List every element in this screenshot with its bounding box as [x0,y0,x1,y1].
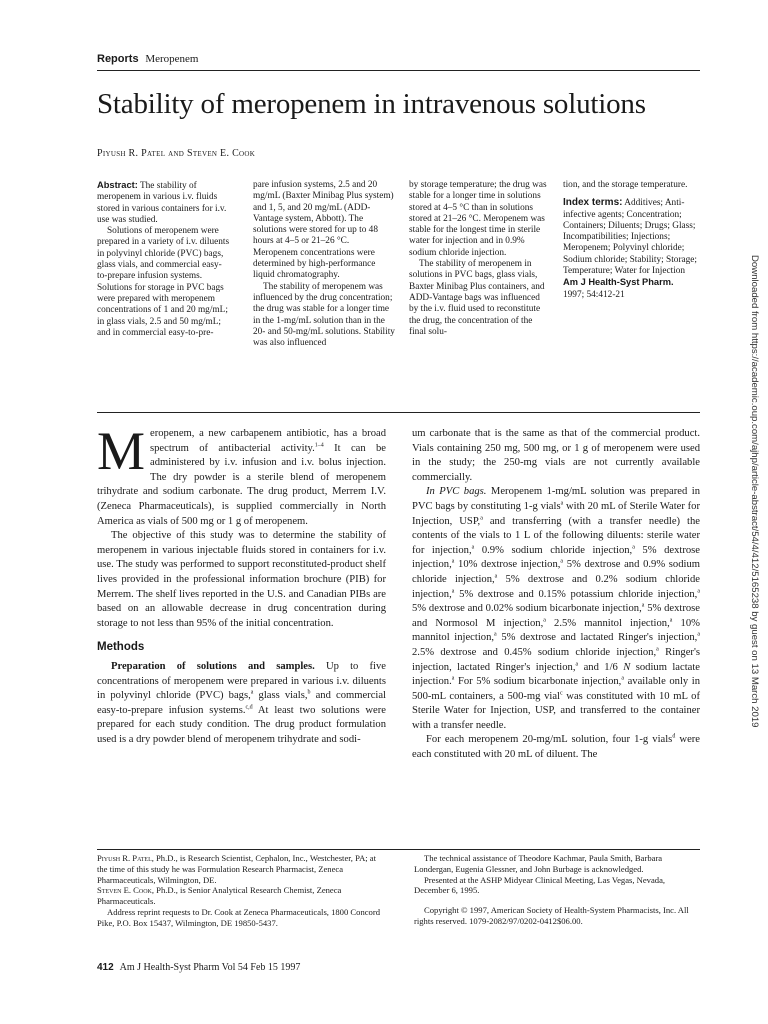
journal-citation: 1997; 54:412-21 [563,289,625,300]
body-right-p3: For each meropenem 20-mg/mL solution, four 1-g vials$^d$ were each constituted with 20 mL of diluent. The [412,733,700,761]
pvc-paragraph: In PVC bags. Meropenem 1-mg/mL solution was prepared in PVC bags by constituting 1-g vials$^a$ with 20 mL of Sterile Water for Injection, USP,$^a$ and transferring (with a transfer needle) the contents of the vials to 1 L of the following diluents: sterile water for injection,$^a$ 0.9% sodium chloride injection,$^a$ 5% dextrose injection,$^a$ 10% dextrose injection,$^a$ 5% dextrose and 0.9% sodium chloride injection,$^a$ 5% dextrose and 0.2% sodium chloride injection,$^a$ 5% dextrose and 0.15% potassium chloride injection,$^a$ 5% dextrose and 0.02% sodium bicarbonate injection,$^a$ 5% dextrose and Normosol M injection,$^a$ 2.5% mannitol injection,$^a$ 10% mannitol injection,$^a$ 5% dextrose and lactated Ringer's injection,$^a$ 2.5% dextrose and 0.45% sodium chloride injection,$^a$ Ringer's injection, lactated Ringer's injection,$^a$ and 1/6 N sodium lactate injection.$^a$ For 5% sodium bicarbonate injection,$^a$ available only in 500-mL containers, a 500-mg vial$^c$ was constituted with 10 mL of Sterile Water for Injection, USP, and transferred to the container with a transfer needle. [412,486,701,731]
abstract-p4: The stability of meropenem was influenced by the drug concentration; the drug was stable for a longer time in the 1-mg/mL solution than in the 20- and 50-mg/mL solutions. Stability was also influenced [253,281,395,349]
body-column-left: Meropenem, a new carbapenem antibiotic, has a broad spectrum of antibacterial activity.$^{1-4}$ It can be administered by i.v. infusion and i.v. bolus injection. The dry powder is a sterile blend of meropenem trihydrate and sodium carbonate. The drug product, Merrem I.V. (Zeneca Pharmaceuticals), is supplied commercially in North America as vials of 500 mg or 1 g of meropenem. The objective of this study was to determine the stability of meropenem in various injectable fluids stored in containers for i.v. use. The study was performed to support reconstituted-product shelf lives provided in the professional information brochure (PIB) for Merrem. The shelf lives reported in the U.S. and Canadian PIBs are based on an allowable decrease in drug concentration during storage to not less than 95% of the initial concentration. Methods Preparation of solutions and samples. Up to five concentrations of meropenem were prepared in various i.v. diluents in polyvinyl chloride (PVC) bags,$^a$ glass vials,$^b$ and commercial easy-to-prepare infusion systems.$^{c,d}$ At least two solutions were prepared for each study condition. The drug product formulation used is a dry powder blend of meropenem trihydrate and sodi- [97,421,387,745]
abstract-column-1 [97,180,232,339]
journal-footer: Am J Health-Syst Pharm Vol 54 Feb 15 1997 [119,962,301,973]
acknowledgment: The technical assistance of Theodore Kachmar, Paula Smith, Barbara Londergan, Eugenia Glessner, and John Burbage is acknowledged. [414,853,663,874]
abstract-rule [97,412,700,413]
reprint-note: Address reprint requests to Dr. Cook at Zeneca Pharmaceuticals, 1800 Concord Pike, P.O. Box 15437, Wilmington, DE 19850-5437. [97,906,381,928]
article-title: Stability of meropenem in intravenous solutions [97,88,646,120]
prep-heading: Preparation of solutions and samples. [111,660,315,672]
abstract-p6: The stability of meropenem in solutions in PVC bags, glass vials, Baxter Minibag Plus containers, and ADD-Vantage bags was influenced by the i.v. fluid used to reconstitute the drug, the concentration of the final solu- [409,259,545,337]
footnotes-left: Piyush R. Patel, Ph.D., is Research Scientist, Cephalon, Inc., Westchester, PA; at the time of this study he was Formulation Research Pharmacist, Zeneca Pharmaceuticals, Wilmington, DE. Steven E. Cook, Ph.D., is Senior Analytical Research Chemist, Zeneca Pharmaceuticals. Address reprint requests to Dr. Cook at Zeneca Pharmaceuticals, 1800 Concord Pike, P.O. Box 15437, Wilmington, DE 19850-5437. [97,853,387,929]
download-watermark [749,255,761,728]
abstract-p2: Solutions of meropenem were prepared in a variety of i.v. diluents in polyvinyl chloride (PVC) bags, glass vials, and commercial easy-to-prepare infusion systems. Solutions for storage in PVC bags were prepared with meropenem concentrations of 1 and 20 mg/mL; in glass vials, 2.5 and 50 mg/mL; and in commercial easy-to-pre- [97,226,230,338]
running-header [97,53,198,65]
abstract-p5: by storage temperature; the drug was stable for a longer time in solutions stored at 4–5 °C than in solutions stored at 21–26 °C. Meropenem was stable for the longest time in sterile water for injection and in 0.9% sodium chloride injection. [409,180,547,258]
footnotes-right [414,853,702,927]
abstract-p7: tion, and the storage temperature. [563,180,688,190]
page-footer [97,962,300,973]
article-authors: Piyush R. Patel and Steven E. Cook [97,148,256,159]
methods-heading: Methods [97,641,145,654]
presented-note: Presented at the ASHP Midyear Clinical Meeting, Las Vegas, Nevada, December 6, 1995. [414,874,666,896]
page-number: 412 [97,962,114,973]
abstract-column-2 [253,180,395,349]
section-label: Reports [97,53,139,65]
journal-reference: Am J Health-Syst Pharm. [563,277,674,288]
abstract-p1: The stability of meropenem in various i.v. fluids stored in various containers for i.v. use was studied. [97,181,227,225]
section-topic: Meropenem [145,53,199,65]
index-terms-text: Additives; Anti-infective agents; Concentration; Containers; Diluents; Drugs; Glass; Incompatibilities; Injections; Meropenem; Polyvinyl chloride; Sodium chloride; Stability; Storage; Temperature; Water for Injection [563,198,698,277]
abstract-p3: pare infusion systems, 2.5 and 20 mg/mL (Baxter Minibag Plus system) and 1, 5, and 20 mg/mL (ADD-Vantage system, Abbott). The solutions were stored for up to 48 hours at 4–5 or 21–26 °C. Meropenem concentrations were determined by high-performance liquid chromatography. [253,180,394,281]
index-terms-label: Index terms: [563,197,623,209]
download-note: Downloaded from https://academic.oup.com/ajhp/article-abstract/54/4/412/5165238 by guest on 13 March 2019 [749,255,760,728]
intro-paragraph-2: The objective of this study was to determine the stability of meropenem in various injectable fluids stored in containers for i.v. use. The study was performed to support reconstituted-product shelf lives provided in the professional information brochure (PIB) for Merrem. The shelf lives reported in the U.S. and Canadian PIBs are based on an allowable decrease in drug concentration during storage to not less than 95% of the initial concentration. [97,530,387,629]
header-rule [97,70,700,71]
body-right-p1: um carbonate that is the same as that of the commercial product. Vials containing 250 mg, 500 mg, or 1 g of meropenem were used in the study; the 250-mg vials are not currently available commercially. [412,428,700,483]
footnote-rule [97,849,700,850]
drop-cap: M [97,421,146,481]
abstract-label: Abstract: [97,180,138,190]
copyright-note: Copyright © 1997, American Society of Health-System Pharmacists, Inc. All rights reserved. 1079-2082/97/0202-0412$06.00. [414,905,689,926]
body-column-right [412,427,700,763]
abstract-column-3 [409,180,549,338]
pvc-heading: In PVC bags. [426,486,487,498]
abstract-column-4 [563,180,701,301]
